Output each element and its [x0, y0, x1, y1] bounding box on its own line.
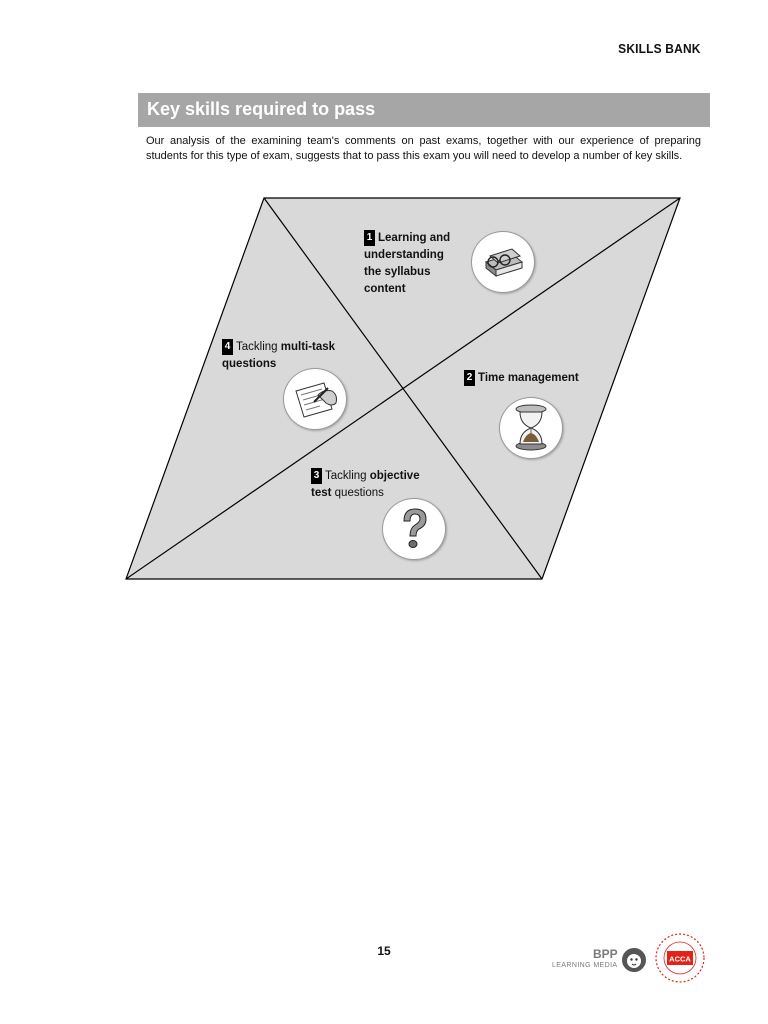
- hourglass-icon: [499, 397, 563, 459]
- skill-1-line-3: the syllabus: [364, 266, 431, 278]
- skill-3-text-pre: Tackling: [325, 470, 370, 482]
- skill-3-text-bold-1: objective: [369, 470, 420, 482]
- skill-4-text-bold-1: multi-task: [280, 341, 336, 353]
- skill-1-line-4: content: [364, 283, 406, 295]
- lion-head-icon: [622, 948, 646, 972]
- skill-3-text-bold-2: test: [311, 487, 332, 499]
- skill-2-label: [464, 370, 579, 387]
- skill-2-number: 2: [464, 370, 475, 386]
- bpp-logo-text: BPP: [593, 947, 618, 961]
- skill-1-line-1: Learning and: [378, 232, 451, 244]
- page-number: 15: [377, 944, 391, 958]
- writing-hand-icon: [283, 368, 347, 430]
- skill-3-number: 3: [311, 468, 322, 484]
- books-with-glasses-icon: [471, 231, 535, 293]
- skill-2-text: Time management: [478, 372, 579, 384]
- acca-approved-badge: [652, 931, 712, 990]
- skill-1-line-2: understanding: [364, 249, 444, 261]
- skill-4-text-pre: Tackling: [236, 341, 281, 353]
- skill-1-number: 1: [364, 230, 375, 246]
- skill-1-label: [364, 230, 450, 298]
- bpp-logo-subtext: LEARNING MEDIA: [552, 962, 618, 969]
- intro-paragraph: Our analysis of the examining team's comments on past exams, together with our experience of preparing students for this type of exam, suggests that to pass this exam you will need to develop a number of key skills.: [146, 135, 701, 162]
- acca-badge-text: ACCA: [669, 954, 691, 964]
- skill-4-number: 4: [222, 339, 233, 355]
- section-title: Key skills required to pass: [147, 99, 376, 119]
- running-header: SKILLS BANK: [618, 41, 701, 56]
- skill-3-text-post: questions: [331, 487, 384, 499]
- question-mark-icon: [382, 498, 446, 560]
- skill-3-label: [311, 468, 420, 502]
- skill-4-text-bold-2: questions: [222, 358, 277, 370]
